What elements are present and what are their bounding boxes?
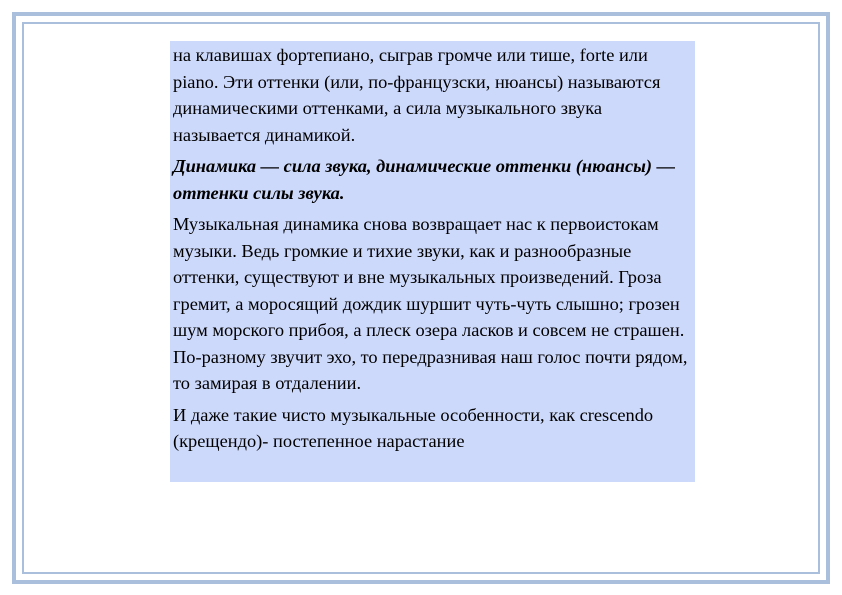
paragraph-dynamics-intro: на клавишах фортепиано, сыграв громче или тише, forte или piano. Эти оттенки (или, по-французски, нюансы) называются динамическими оттенками, а сила музыкального звука называется динамикой. bbox=[173, 45, 661, 145]
paragraph-dynamics-definition: Динамика — сила звука, динамические оттенки (нюансы) — оттенки силы звука. bbox=[173, 156, 676, 203]
paragraph-dynamics-origins: Музыкальная динамика снова возвращает нас к первоистокам музыки. Ведь громкие и тихие звуки, как и разнообразные оттенки, существуют и вне музыкальных произведений. Гроза гремит, а моросящий дождик шуршит чуть-чуть слышно; грозен шум морского прибоя, а плеск озера ласков и совсем не страшен. По-разному звучит эхо, то передразнивая наш голос почти рядом, то замирая в отдалении. bbox=[173, 214, 688, 393]
text-box bbox=[170, 41, 695, 482]
paragraph-crescendo: И даже такие чисто музыкальные особенности, как crescendo (крещендо)- постепенное нарастание bbox=[173, 404, 654, 451]
